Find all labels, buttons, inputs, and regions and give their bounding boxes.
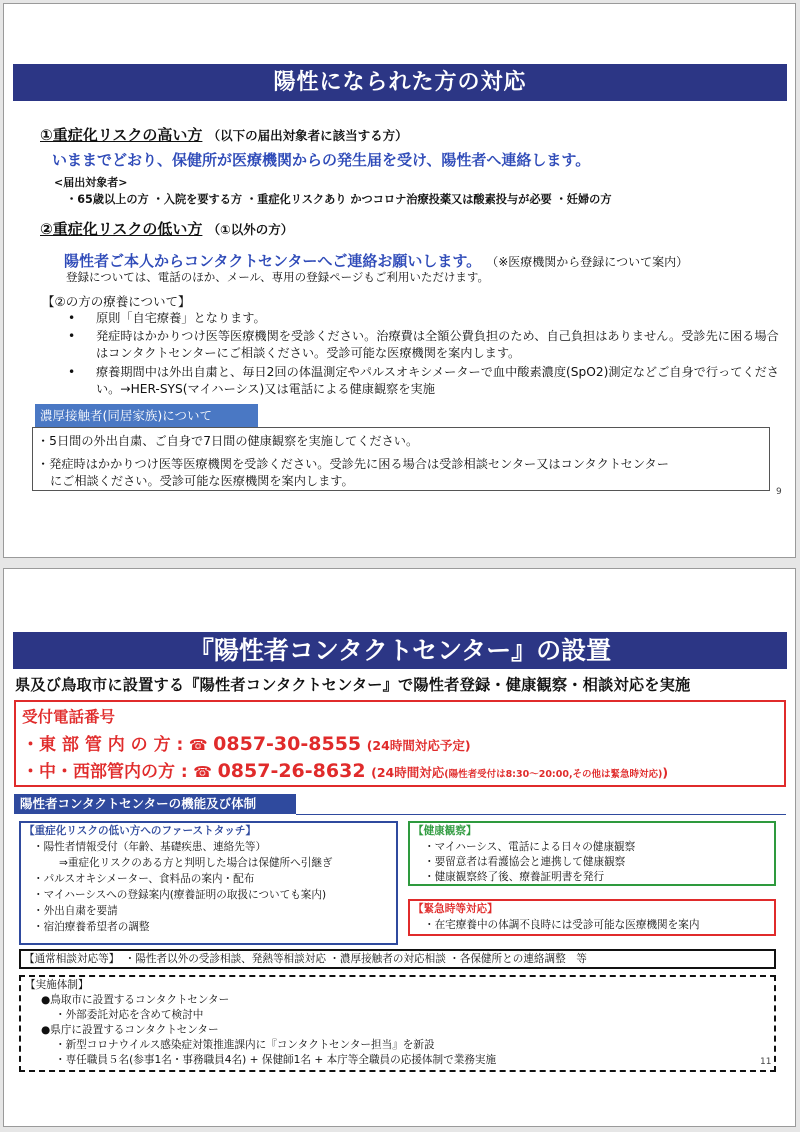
care-heading: 【②の方の療養について】 [42,294,191,309]
page-number: 11 [760,1057,772,1067]
health-line: ・要留意者は看護協会と連携して健康観察 [424,856,626,868]
registration-note: 登録については、電話のほか、メール、専用の登録ページもご利用いただけます。 [66,270,489,284]
phone-east-row: ・東 部 管 内 の 方 : ☎ 0857-30-8555 (24時間対応予定) [22,733,471,755]
phone-number-box [14,700,786,787]
phone-label: 受付電話番号 [22,708,116,726]
care-bullet: • 原則「自宅療養」となります。 [68,311,266,325]
emergency-heading: 【緊急時等対応】 [413,903,498,915]
care-bullet: • 療養期間中は外出自粛と、毎日2回の体温測定やパルスオキシメーターで血中酸素濃度(SpO2)測定などご自身で行ってください。→HER-SYS(マイハーシス)又は電話による健康観察を実施 [68,365,779,396]
slide-subtitle: 県及び鳥取市に設置する『陽性者コンタクトセンター』で陽性者登録・健康観察・相談対応を実施 [15,676,691,694]
first-touch-line: ・マイハーシスへの登録案内(療養証明の取扱についても案内) [33,889,327,901]
phone-west-number: 0857-26-8632 [217,760,366,782]
health-line: ・健康観察終了後、療養証明書を発行 [424,871,605,883]
health-line: ・マイハーシス、電話による日々の健康観察 [424,841,636,853]
phone-east-number: 0857-30-8555 [213,733,362,755]
first-touch-line: ⇒重症化リスクのある方と判明した場合は保健所へ引継ぎ [59,857,333,869]
structure-line: ●鳥取市に設置するコンタクトセンター [41,994,230,1006]
first-touch-line: ・外出自粛を要請 [33,905,118,917]
structure-line: ・新型コロナウイルス感染症対策推進課内に『コンタクトセンター担当』を新設 [55,1039,435,1051]
low-risk-lead-row [64,250,688,271]
structure-heading: 【実施体制】 [25,979,89,991]
consult-box [19,949,776,969]
close-contact-tag: 濃厚接触者(同居家族)について [35,404,258,427]
target-label: <届出対象者> [54,176,128,189]
phone-icon: ☎ [193,763,212,781]
slide-title: 『陽性者コンタクトセンター』の設置 [13,632,787,669]
first-touch-line: ・パルスオキシメーター、食料品の案内・配布 [33,873,255,885]
contact-item: にご相談ください。受診可能な医療機関を案内します。 [50,474,354,488]
first-touch-line: ・宿泊療養希望者の調整 [33,921,150,933]
structure-line: ●県庁に設置するコンタクトセンター [41,1024,219,1036]
emergency-box [408,899,776,936]
phone-icon: ☎ [188,736,208,754]
page-number: 9 [776,487,782,497]
emergency-line: ・在宅療養中の体調不良時には受診可能な医療機関を案内 [424,919,700,931]
low-risk-lead: 陽性者ご本人からコンタクトセンターへご連絡お願いします。 [64,252,482,270]
first-touch-line: ・陽性者情報受付（年齢、基礎疾患、連絡先等） [33,841,267,853]
low-risk-note: （※医療機関から登録について案内） [486,255,689,269]
health-observation-box [408,821,776,886]
functions-label: 陽性者コンタクトセンターの機能及び体制 [14,794,296,814]
structure-line: ・外部委託対応を含めて検討中 [55,1009,204,1021]
target-list: ・65歳以上の方 ・入院を要する方 ・重症化リスクあり かつコロナ治療投薬又は酸素投与が必要 ・妊婦の方 [66,193,612,206]
care-bullet: • 発症時はかかりつけ医等医療機関を受診ください。治療費は全額公費負担のため、自己負担はありません。受診先に困る場合はコンタクトセンターにご相談ください。受診可能な医療機関を案内します。 [68,329,779,360]
slide-positive-response [3,3,796,558]
contact-item: ・5日間の外出自粛、ご自身で7日間の健康観察を実施してください。 [37,434,419,448]
high-risk-lead: いままでどおり、保健所が医療機関からの発生届を受け、陽性者へ連絡します。 [52,151,591,169]
phone-west-row: ・中・西部管内の方 : ☎ 0857-26-8632 (24時間対応(陽性者受付は8:30～20:00,その他は緊急時対応)) [22,760,669,782]
first-touch-heading: 【重症化リスクの低い方へのファーストタッチ】 [24,825,257,837]
section-low-risk-heading: ②重症化リスクの低い方 （①以外の方） [40,220,294,238]
slide-title: 陽性になられた方の対応 [13,64,787,101]
structure-box [19,975,776,1072]
structure-line: ・専任職員５名(参事1名・事務職員4名) + 保健師1名 + 本庁等全職員の応援体制で業務実施 [55,1054,497,1066]
health-heading: 【健康観察】 [413,825,477,837]
consult-line: 【通常相談対応等】 ・陽性者以外の受診相談、発熱等相談対応 ・濃厚接触者の対応相談 ・各保健所との連絡調整 等 [24,953,587,965]
slide-contact-center [3,568,796,1127]
divider [296,814,786,815]
contact-item: ・発症時はかかりつけ医等医療機関を受診ください。受診先に困る場合は受診相談センター又はコンタクトセンター [37,457,669,471]
close-contact-box [32,427,770,491]
first-touch-box [19,821,398,945]
section-high-risk-heading: ①重症化リスクの高い方 （以下の届出対象者に該当する方） [40,126,408,144]
